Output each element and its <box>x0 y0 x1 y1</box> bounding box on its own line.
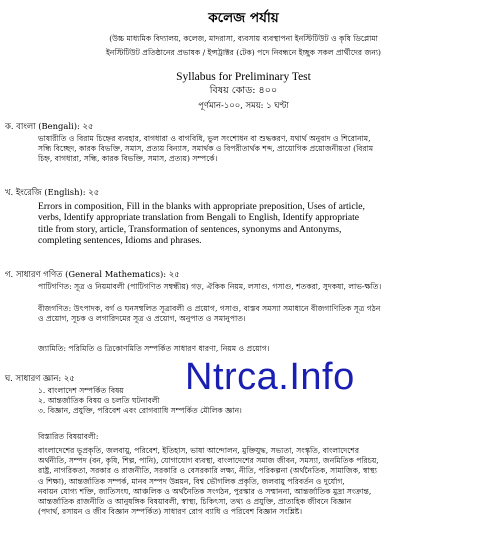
gk-detail-line: অর্থনীতি, সম্পদ (বন, কৃষি, শিল্প, পানি), যোগাযোগ ব্যবস্থা, বাংলাদেশের সমাজ জীবন, সমস্যা, জনমিতিক পরিচয়, <box>38 456 379 466</box>
bangla-line: ভাষারীতি ও বিরাম চিহ্নের ব্যবহার, বাগধারা ও বাগবিধি, ভুল সংশোধন বা শুদ্ধকরণ, যথার্থ অনুবাদ ও শিরোনাম, <box>38 134 371 143</box>
gk-detail-line: রাষ্ট্র, নাগরিকতা, সরকার ও রাজনীতি, সরকারি ও বেসরকারি লক্ষ্য, নীতি, পরিকল্পনা (অর্থনৈতিক, সামাজিক, স্বাস্থ্য <box>38 466 377 476</box>
gk-detail-line: ও শিক্ষা), আন্তর্জাতিক সম্পর্ক, মানব সম্পদ উন্নয়ন, বিশ্ব ভৌগলিক প্রকৃতি, জলবায়ু পরিবর্তন ও দুর্যোগ, <box>38 476 345 486</box>
gk-topic-item: ১. বাংলাদেশ সম্পর্কিত বিষয় <box>38 386 124 395</box>
gk-detail-heading: বিস্তারিত বিষয়াবলী: <box>38 432 99 441</box>
section-bangla-body <box>38 134 483 165</box>
gk-detail-body <box>38 446 485 517</box>
watermark-text: Ntrca.Info <box>185 356 355 398</box>
gk-detail-line: বাংলাদেশের ভূপ্রকৃতি, জলবায়ু, পরিবেশ, ইতিহাস, ভাষা আন্দোলন, মুক্তিযুদ্ধ, সভ্যতা, সংস্কৃতি, বাংলাদেশের <box>38 446 360 455</box>
syllabus-title: Syllabus for Preliminary Test <box>176 71 311 83</box>
gk-detail-line: আন্তর্জাতিক রাজনীতি ও আনুষঙ্গিক বিষয়াবলী, স্বাস্থ্য, চিকিৎসা, তথ্য ও প্রযুক্তি, প্রাত্যহিক জীবনে বিজ্ঞান <box>38 497 352 507</box>
gk-topic-item: ২. আন্তর্জাতিক বিষয় ও চলতি ঘটনাবলী <box>38 396 160 406</box>
bangla-line: চিহ্ন, বাগধারা, সন্ধি, কারক বিভক্তি, সমাস, প্রত্যয়) সম্পর্কে। <box>38 154 218 164</box>
algebra-line: বীজগণিত: উৎপাদক, বর্গ ও ঘনসম্বলিত সূত্রাবলী ও প্রয়োগ, গসাগু, বাস্তব সমস্যা সমাধানে বীজগাণিতিক সূত্র গঠন <box>38 304 381 313</box>
algebra-line: ও প্রয়োগ, সূচক ও লগারিদমের সূত্র ও প্রয়োগ, অনুপাত ও সমানুপাত। <box>38 314 246 324</box>
subject-code: বিষয় কোড: ৪০০ <box>209 85 278 96</box>
section-english-heading: খ. ইংরেজি (English): ২৫ <box>5 187 100 197</box>
english-line: completing sentences, Idioms and phrases. <box>38 234 202 246</box>
math-geometry: জ্যামিতি: পরিমিতি ও ত্রিকোণমিতি সম্পর্কিত সাধারণ ধারণা, নিয়ম ও প্রয়োগ। <box>38 344 270 353</box>
section-gk-heading: ঘ. সাধারণ জ্ঞান: ২৫ <box>5 373 75 383</box>
english-line: verbs, Identify appropriate translation from Bengali to English, Identify appropriate <box>38 212 360 224</box>
gk-detail-line: নবায়ন যোগ্য শক্তি, জাতিসংঘ, আঞ্চলিক ও অর্থনৈতিক সংগঠন, পুরস্কার ও সম্মাননা, আন্তর্জাতিক মুদ্রা সংক্রান্ত, <box>38 486 372 496</box>
subtitle-line-2: ইনস্টিটিউট প্রতিষ্ঠানের প্রভাষক / ইন্সট্রাক্টর (টেক) পদে নিবন্ধনে ইচ্ছুক সকল প্রার্থীদের জন্য) <box>105 48 382 57</box>
gk-detail-line: (পদার্থ, রসায়ন ও জীব বিজ্ঞান সম্পর্কিত) সাধারণ রোগ ব্যাধি ও পরিবেশ বিজ্ঞান সংশ্লিষ্ট। <box>38 507 303 517</box>
section-math-heading: গ. সাধারণ গণিত (General Mathematics): ২৫ <box>5 269 180 279</box>
math-algebra <box>38 304 483 324</box>
bangla-line: সন্ধি বিচ্ছেদ, কারক বিভক্তি, সমাস, প্রত্যয় বিন্যাস, সমার্থক ও বিপরীতার্থক শব্দ, প্রায়োগিক প্রয়োজনীয়তা (বিরাম <box>38 144 374 154</box>
subtitle-line-1: (উচ্চ মাধ্যমিক বিদ্যালয়, কলেজ, মাদরাসা, ব্যবসায় ব্যবস্থাপনা ইনস্টিটিউট ও কৃষি ডিপ্লোমা <box>109 34 378 43</box>
section-bangla-heading: ক. বাংলা (Bengali): ২৫ <box>5 121 94 131</box>
section-english-body <box>38 201 483 246</box>
english-line: Errors in composition, Fill in the blanks with appropriate preposition, Uses of article, <box>38 201 365 212</box>
math-arithmetic: পাটিগণিত: সূত্র ও নিয়মাবলী (পাটিগণিত সম্বন্ধীয়) গড়, ঐকিক নিয়ম, লসাগু, গসাগু, শতকরা, সুদকষা, লাভ-ক্ষতি। <box>38 282 382 291</box>
gk-topic-item: ৩. বিজ্ঞান, প্রযুক্তি, পরিবেশ এবং রোগব্যাধি সম্পর্কিত মৌলিক জ্ঞান। <box>38 406 242 416</box>
marks-time: পূর্ণমান-১০০, সময়: ১ ঘণ্টা <box>198 100 289 110</box>
english-line: title from story, article, Transformation of sentences, synonyms and Antonyms, <box>38 223 342 235</box>
page-title: কলেজ পর্যায় <box>208 10 279 26</box>
